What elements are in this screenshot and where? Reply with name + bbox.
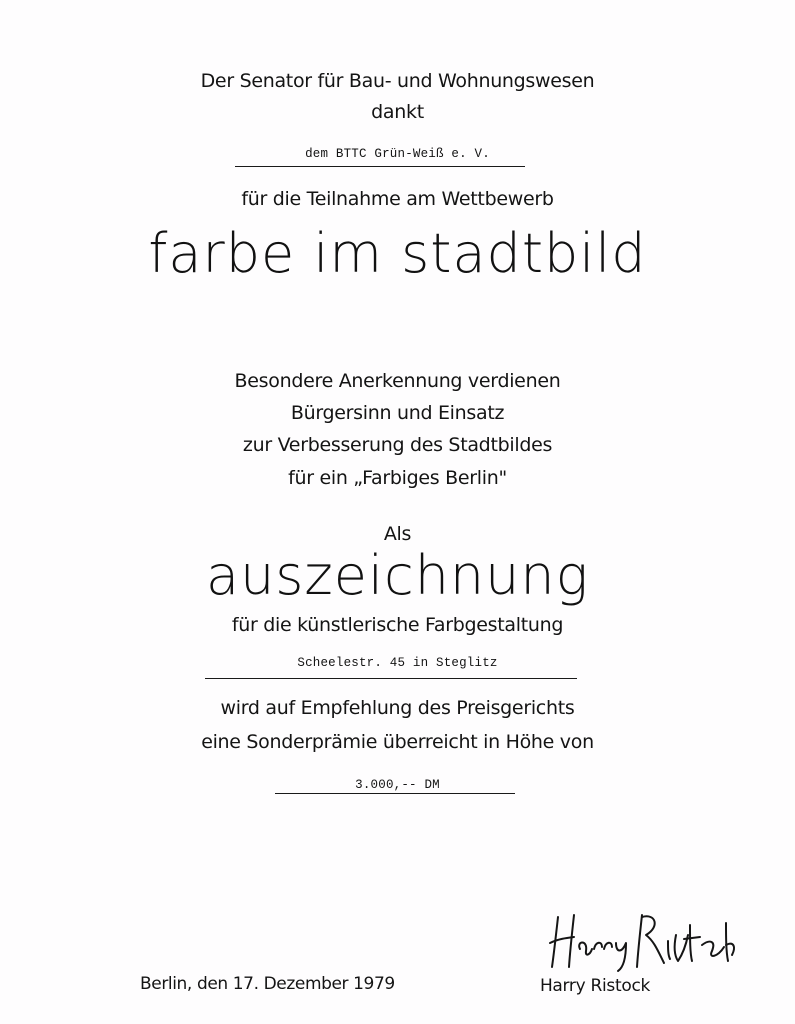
recipient-name: dem BTTC Grün-Weiß e. V. [305,147,490,161]
thanks-word: dankt [371,101,424,123]
amount-value: 3.000,-- DM [355,778,440,792]
recognition-line-2: Bürgersinn und Einsatz [290,402,505,424]
signatory-name: Harry Ristock [539,976,651,996]
issuer-line: Der Senator für Bau- und Wohnungswesen [200,70,595,92]
place-date: Berlin, den 17. Dezember 1979 [140,974,395,994]
recipient-underline [235,166,525,167]
recommendation-line-2: eine Sonderprämie überreicht in Höhe von [201,731,594,753]
recognition-line-3: zur Verbesserung des Stadtbildes [242,434,553,456]
address-value: Scheelestr. 45 in Steglitz [297,656,498,670]
recognition-line-1: Besondere Anerkennung verdienen [234,370,561,392]
amount-underline [275,793,515,794]
handwritten-signature [540,905,740,975]
artistic-line: für die künstlerische Farbgestaltung [231,614,564,636]
participation-line: für die Teilnahme am Wettbewerb [241,188,554,210]
als-word: Als [383,523,412,545]
address-underline [205,678,577,679]
recognition-line-4: für ein „Farbiges Berlin" [288,467,507,489]
recommendation-line-1: wird auf Empfehlung des Preisgerichts [220,697,575,719]
award-title: auszeichnung [205,544,589,607]
competition-title: farbe im stadtbild [148,222,647,285]
